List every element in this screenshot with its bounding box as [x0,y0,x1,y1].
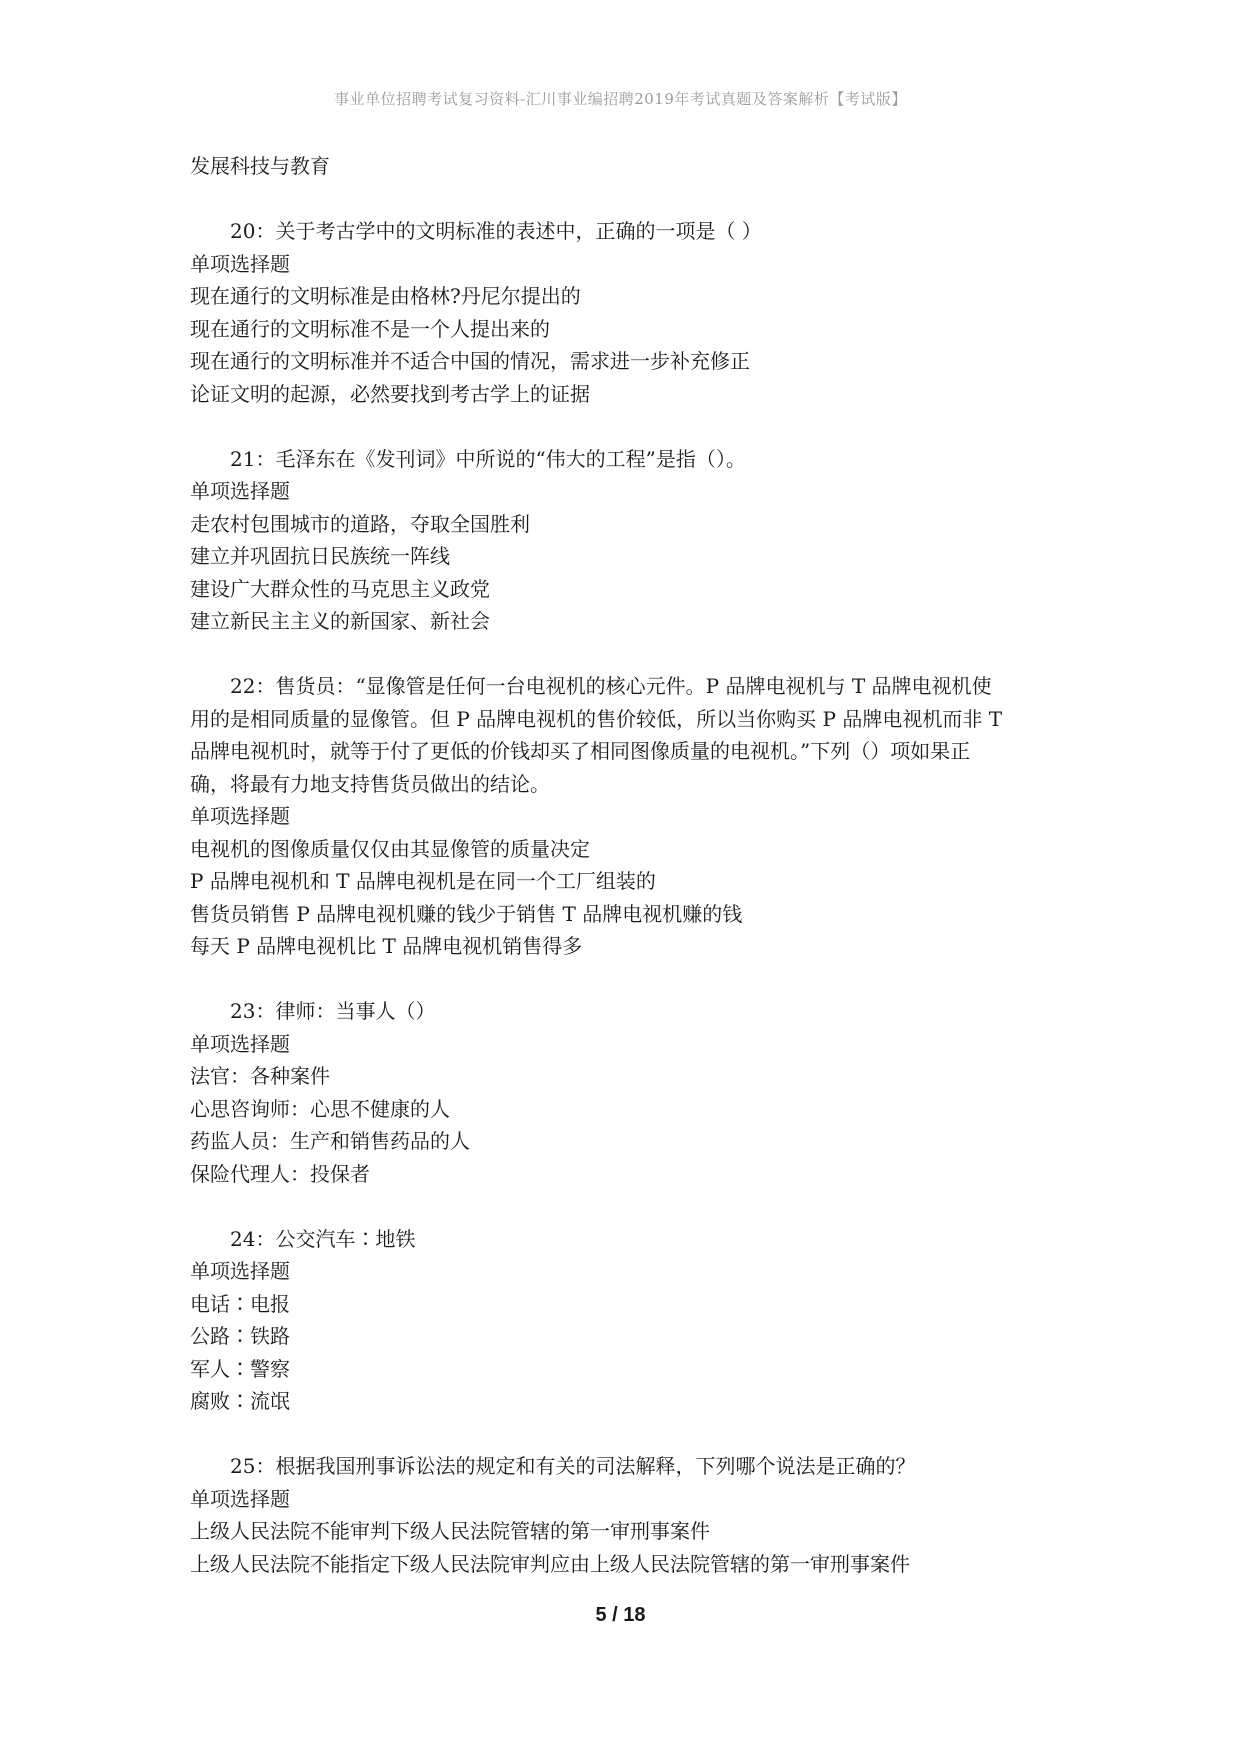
question-24 [190,1223,1070,1418]
option-1: 现在通行的文明标准是由格林?丹尼尔提出的 [190,284,581,308]
spacer [190,1418,1070,1451]
option-4: 腐败∶流氓 [190,1389,290,1413]
spacer [190,963,1070,996]
spacer [190,183,1070,216]
question-type: 单项选择题 [190,804,290,828]
question-stem-line-1: 22：售货员：“显像管是任何一台电视机的核心元件。P 品牌电视机与 T 品牌电视机使 [230,674,992,698]
option-3: 药监人员：生产和销售药品的人 [190,1129,470,1153]
option-4: 论证文明的起源，必然要找到考古学上的证据 [190,381,590,406]
option-4: 建立新民主主义的新国家、新社会 [190,609,490,633]
question-stem-line-2: 用的是相同质量的显像管。但 P 品牌电视机的售价较低，所以当你购买 P 品牌电视机而非 T [190,706,1003,731]
option-2: 建立并巩固抗日民族统一阵线 [190,544,450,568]
question-type: 单项选择题 [190,1031,290,1056]
question-stem-line-3: 品牌电视机时，就等于付了更低的价钱却买了相同图像质量的电视机。”下列（）项如果正 [190,739,971,763]
question-stem: 21：毛泽东在《发刊词》中所说的“伟大的工程”是指（）。 [230,446,746,471]
question-23 [190,995,1070,1190]
option-2: P 品牌电视机和 T 品牌电视机是在同一个工厂组装的 [190,869,656,893]
question-type: 单项选择题 [190,251,290,276]
question-21 [190,443,1070,638]
question-22 [190,670,1070,963]
document-body [190,150,1070,1580]
option-1: 上级人民法院不能审判下级人民法院管辖的第一审刑事案件 [190,1519,710,1543]
option-2: 公路∶铁路 [190,1324,290,1348]
option-2: 现在通行的文明标准不是一个人提出来的 [190,316,550,341]
question-stem-line-4: 确，将最有力地支持售货员做出的结论。 [190,771,550,796]
question-stem: 25：根据我国刑事诉讼法的规定和有关的司法解释，下列哪个说法是正确的？ [230,1454,916,1478]
option-3: 军人∶警察 [190,1356,290,1381]
option-3: 售货员销售 P 品牌电视机赚的钱少于销售 T 品牌电视机赚的钱 [190,901,743,926]
page-number: 5 / 18 [595,1604,646,1626]
option-1: 电话∶电报 [190,1291,290,1316]
option-2: 心思咨询师：心思不健康的人 [190,1096,450,1121]
intro-line: 发展科技与教育 [190,154,330,178]
question-stem: 20：关于考古学中的文明标准的表述中，正确的一项是（ ） [230,219,762,243]
question-20 [190,215,1070,410]
option-3: 现在通行的文明标准并不适合中国的情况，需求进一步补充修正 [190,349,750,373]
question-25 [190,1450,1070,1580]
option-4: 每天 P 品牌电视机比 T 品牌电视机销售得多 [190,934,583,958]
spacer [190,638,1070,671]
option-1: 法官：各种案件 [190,1064,330,1088]
question-type: 单项选择题 [190,1486,290,1511]
spacer [190,1190,1070,1223]
question-stem: 23：律师：当事人（） [230,999,436,1023]
option-2: 上级人民法院不能指定下级人民法院审判应由上级人民法院管辖的第一审刑事案件 [190,1551,910,1576]
question-type: 单项选择题 [190,1259,290,1283]
document-header: 事业单位招聘考试复习资料-汇川事业编招聘2019年考试真题及答案解析【考试版】 [334,90,907,108]
option-1: 走农村包围城市的道路，夺取全国胜利 [190,511,530,536]
option-3: 建设广大群众性的马克思主义政党 [190,576,490,601]
option-1: 电视机的图像质量仅仅由其显像管的质量决定 [190,836,590,861]
question-type: 单项选择题 [190,479,290,503]
spacer [190,410,1070,443]
question-stem: 24：公交汽车∶地铁 [230,1226,416,1251]
option-4: 保险代理人：投保者 [190,1161,370,1186]
